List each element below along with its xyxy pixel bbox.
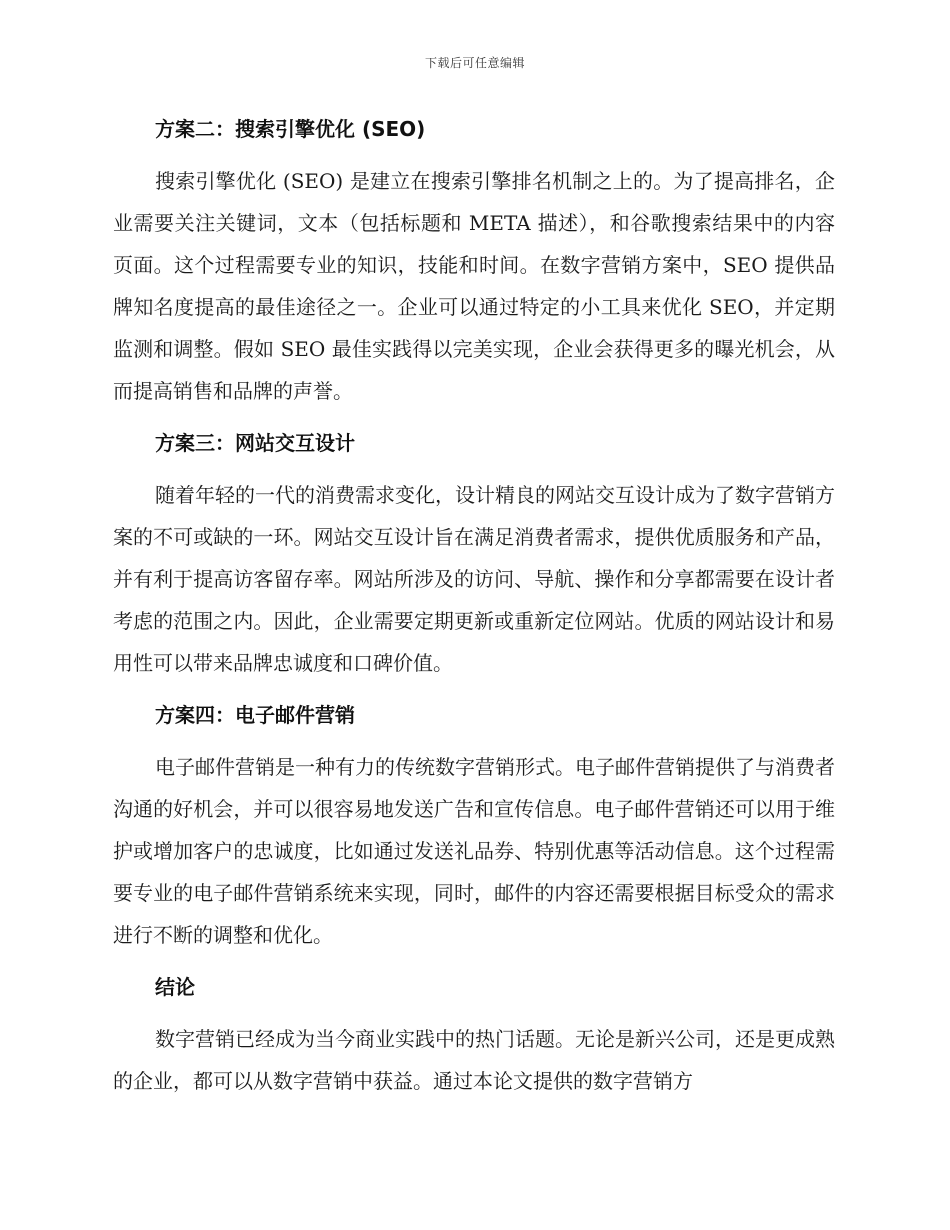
section-heading-email-marketing: 方案四：电子邮件营销 (155, 703, 355, 727)
section-paragraph-email-marketing: 电子邮件营销是一种有力的传统数字营销形式。电子邮件营销提供了与消费者沟通的好机会，并可以很容易地发送广告和宣传信息。电子邮件营销还可以用于维护或增加客户的忠诚度，比如通过发送礼品券、特别优惠等活动信息。这个过程需要专业的电子邮件营销系统来实现，同时，邮件的内容还需要根据目标受众的需求进行不断的调整和优化。 (113, 755, 835, 947)
section-paragraph-seo: 搜索引擎优化 (SEO) 是建立在搜索引擎排名机制之上的。为了提高排名，企业需要关注关键词，文本（包括标题和 META 描述），和谷歌搜索结果中的内容页面。这个过程需要专业的知识，技能和时间。在数字营销方案中，SEO 提供品牌知名度提高的最佳途径之一。企业可以通过特定的小工具来优化 SEO，并定期监测和调整。假如 SEO 最佳实践得以完美实现，企业会获得更多的曝光机会，从而提高销售和品牌的声誉。 (113, 169, 835, 403)
document-body (113, 108, 835, 1112)
section-heading-conclusion: 结论 (155, 975, 195, 999)
page-header: 下载后可任意编辑 (424, 56, 525, 70)
section-heading-website-design: 方案三：网站交互设计 (155, 431, 355, 455)
section-paragraph-website-design: 随着年轻的一代的消费需求变化，设计精良的网站交互设计成为了数字营销方案的不可或缺的一环。网站交互设计旨在满足消费者需求，提供优质服务和产品，并有利于提高访客留存率。网站所涉及的访问、导航、操作和分享都需要在设计者考虑的范围之内。因此，企业需要定期更新或重新定位网站。优质的网站设计和易用性可以带来品牌忠诚度和口碑价值。 (113, 483, 835, 675)
section-paragraph-conclusion: 数字营销已经成为当今商业实践中的热门话题。无论是新兴公司，还是更成熟的企业，都可以从数字营销中获益。通过本论文提供的数字营销方 (113, 1027, 835, 1093)
section-heading-seo: 方案二：搜索引擎优化 (SEO) (155, 117, 426, 141)
